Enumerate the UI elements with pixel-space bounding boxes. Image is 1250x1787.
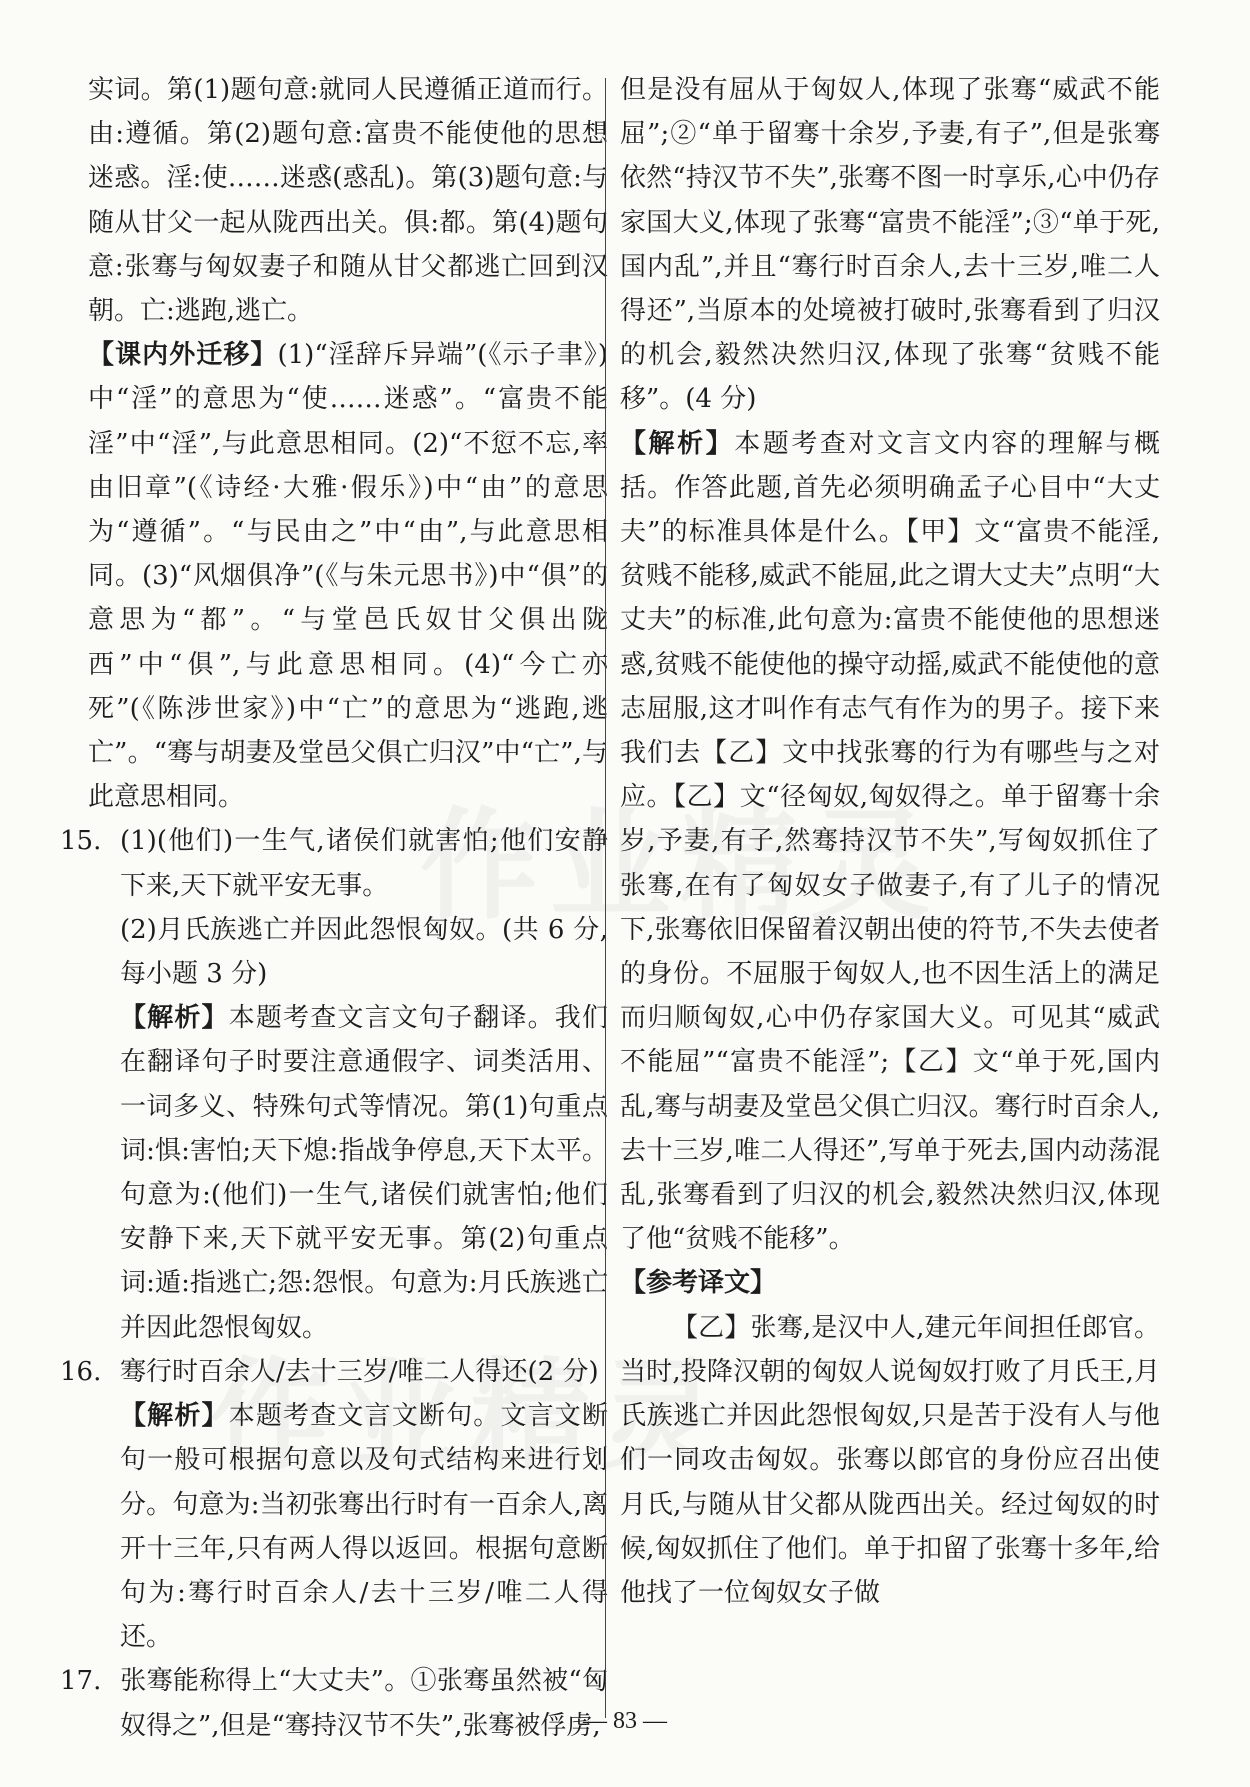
question-number: 17. — [60, 1666, 102, 1697]
answer-continuation: 但是没有屈从于匈奴人,体现了张骞“威武不能屈”;②“单于留骞十余岁,予妻,有子”,但是张骞依然“持汉节不失”,张骞不图一时享乐,心中仍存家国大义,体现了张骞“富贵不能淫”;③“单于死,国内乱”,并且“骞行时百余人,去十三岁,唯二人得还”,当原本的处境被打破时,张骞看到了归汉的机会,毅然决然归汉,体现了张骞“贫贱不能移”。(4 分) — [620, 75, 1160, 415]
analysis — [120, 996, 608, 1350]
column-divider — [605, 78, 606, 1718]
page-number: — 83 — — [583, 1708, 667, 1734]
left-column — [60, 68, 608, 1748]
translation-text: 【乙】张骞,是汉中人,建元年间担任郎官。当时,投降汉朝的匈奴人说匈奴打败了月氏王,月氏族逃亡并因此怨恨匈奴,只是苦于没有人与他们一同攻击匈奴。张骞以郎官的身份应召出使月氏,与随从甘父都从陇西出关。经过匈奴的时候,匈奴抓住了他们。单于扣留了张骞十多年,给他找了一位匈奴女子做 — [620, 1312, 1160, 1608]
answer-text: 骞行时百余人/去十三岁/唯二人得还(2 分) — [120, 1356, 599, 1387]
note-text: (1)“淫辞斥异端”(《示子聿》)中“淫”的意思为“使……迷惑”。“富贵不能淫”中“淫”,与此意思相同。(2)“不愆不忘,率由旧章”(《诗经·大雅·假乐》)中“由”的意思为“遵循”。“与民由之”中“由”,与此意思相同。(3)“风烟俱净”(《与朱元思书》)中“俱”的意思为“都”。“与堂邑氏奴甘父俱出陇西”中“俱”,与此意思相同。(4)“今亡亦死”(《陈涉世家》)中“亡”的意思为“逃跑,逃亡”。“骞与胡妻及堂邑父俱亡归汉”中“亡”,与此意思相同。 — [88, 340, 608, 813]
question-15 — [60, 819, 608, 1349]
analysis — [620, 422, 1160, 1262]
answer-text: 张骞能称得上“大丈夫”。①张骞虽然被“匈奴得之”,但是“骞持汉节不失”,张骞被俘虏, — [120, 1666, 608, 1741]
answer-line: (2)月氏族逃亡并因此怨恨匈奴。(共 6 分,每小题 3 分) — [120, 914, 608, 990]
section-tag: 【课内外迁移】 — [88, 340, 278, 371]
analysis-tag: 【解析】 — [120, 1401, 229, 1432]
question-number: 15. — [60, 826, 102, 857]
answer-line — [60, 819, 608, 907]
analysis-text: 本题考查对文言文内容的理解与概括。作答此题,首先必须明确孟子心目中“大丈夫”的标准具体是什么。【甲】文“富贵不能淫,贫贱不能移,威武不能屈,此之谓大丈夫”点明“大丈夫”的标准,此句意为:富贵不能使他的思想迷惑,贫贱不能使他的操守动摇,威武不能使他的意志屈服,这才叫作有志气有作为的男子。接下来我们去【乙】文中找张骞的行为有哪些与之对应。【乙】文“径匈奴,匈奴得之。单于留骞十余岁,予妻,有子,然骞持汉节不失”,写匈奴抓住了张骞,在有了匈奴女子做妻子,有了儿子的情况下,张骞依旧保留着汉朝出使的符节,不失去使者的身份。不屈服于匈奴人,也不因生活上的满足而归顺匈奴,心中仍存家国大义。可见其“威武不能屈”“富贵不能淫”;【乙】文“单于死,国内乱,骞与胡妻及堂邑父俱亡归汉。骞行时百余人,去十三岁,唯二人得还”,写单于死去,国内动荡混乱,张骞看到了归汉的机会,毅然决然归汉,体现了他“贫贱不能移”。 — [620, 428, 1160, 1255]
translation-tag: 【参考译文】 — [620, 1268, 777, 1299]
answer-line — [60, 1350, 608, 1394]
analysis — [120, 1394, 608, 1659]
analysis-tag: 【解析】 — [620, 428, 735, 459]
answer-text: (1)(他们)一生气,诸侯们就害怕;他们安静下来,天下就平安无事。 — [120, 826, 608, 901]
right-column — [620, 68, 1160, 1615]
analysis-text: 本题考查文言文句子翻译。我们在翻译句子时要注意通假字、词类活用、一词多义、特殊句式等情况。第(1)句重点词:惧:害怕;天下熄:指战争停息,天下太平。句意为:(他们)一生气,诸侯们就害怕;他们安静下来,天下就平安无事。第(2)句重点词:遁:指逃亡;怨:怨恨。句意为:月氏族逃亡并因此怨恨匈奴。 — [120, 1003, 608, 1343]
analysis-text: 本题考查文言文断句。文言文断句一般可根据句意以及句式结构来进行划分。句意为:当初张骞出行时有一百余人,离开十三年,只有两人得以返回。根据句意断句为:骞行时百余人/去十三岁/唯二人得还。 — [120, 1401, 608, 1653]
translation-heading — [620, 1261, 1160, 1305]
question-number: 16. — [60, 1356, 102, 1387]
paragraph: 实词。第(1)题句意:就同人民遵循正道而行。由:遵循。第(2)题句意:富贵不能使他的思想迷惑。淫:使……迷惑(惑乱)。第(3)题句意:与随从甘父一起从陇西出关。俱:都。第(4)题句意:张骞与匈奴妻子和随从甘父都逃亡回到汉朝。亡:逃跑,逃亡。 — [88, 75, 608, 327]
transfer-note — [88, 333, 608, 819]
analysis-tag: 【解析】 — [120, 1003, 229, 1034]
question-16 — [60, 1350, 608, 1659]
